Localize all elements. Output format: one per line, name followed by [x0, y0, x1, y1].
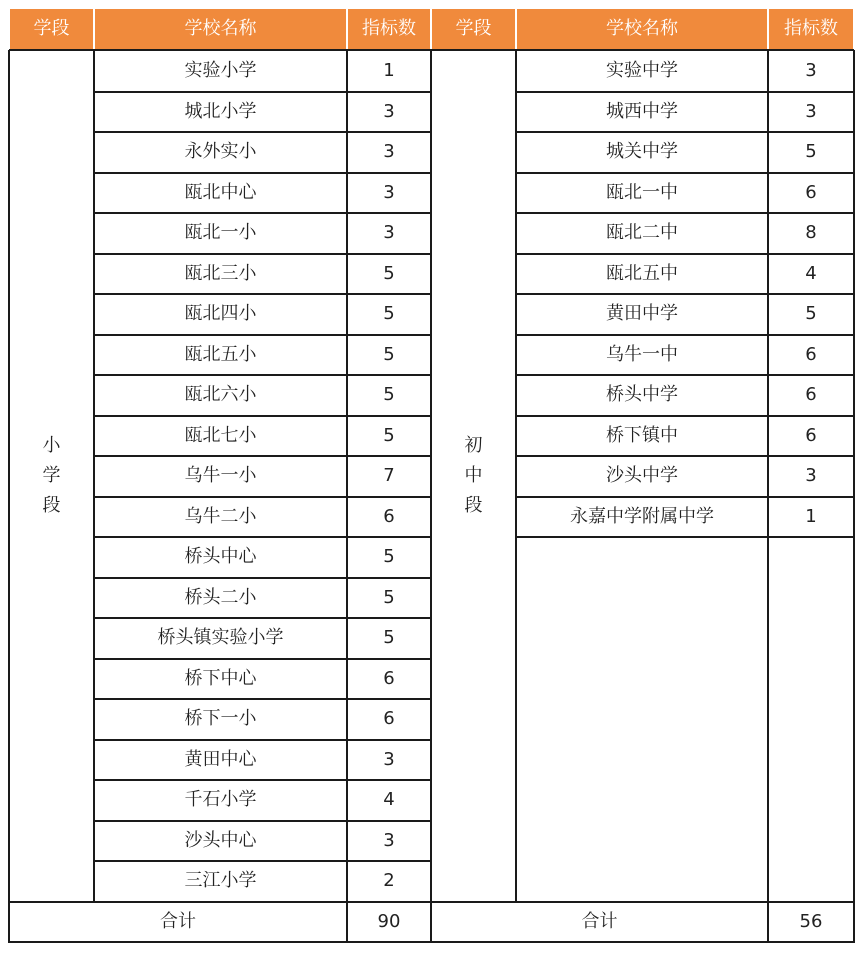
primary-quota-count: 7	[383, 465, 395, 487]
header-school-name: 学校名称	[95, 9, 346, 49]
primary-quota-count: 5	[383, 343, 395, 365]
grid-line	[93, 50, 95, 902]
primary-school-name: 瓯北三小	[184, 262, 257, 284]
primary-school-name: 桥头二小	[184, 586, 257, 608]
grid-line	[94, 577, 431, 579]
grid-line	[516, 374, 854, 376]
grid-line	[94, 739, 431, 741]
junior-school-name: 城关中学	[606, 141, 678, 163]
header-stage: 学段	[10, 9, 93, 49]
grid-line	[516, 212, 854, 214]
primary-quota-count: 3	[383, 141, 395, 163]
junior-quota-count: 8	[805, 222, 817, 244]
primary-school-name: 瓯北一小	[184, 222, 257, 244]
primary-quota-count: 5	[383, 303, 395, 325]
primary-stage-label: 小 学 段	[42, 435, 61, 517]
grid-line	[516, 455, 854, 457]
primary-school-name: 瓯北五小	[184, 343, 257, 365]
primary-quota-count: 6	[383, 505, 395, 527]
grid-line	[516, 415, 854, 417]
grid-line	[94, 172, 431, 174]
primary-quota-count: 3	[383, 829, 395, 851]
grid-line	[516, 91, 854, 93]
junior-quota-count: 6	[805, 181, 817, 203]
primary-total-label: 合计	[160, 910, 196, 932]
header-quota: 指标数	[769, 9, 853, 49]
junior-total-label: 合计	[581, 910, 618, 932]
junior-quota-count: 6	[805, 384, 817, 406]
grid-line	[94, 253, 431, 255]
primary-quota-count: 5	[383, 384, 395, 406]
grid-line	[94, 334, 431, 336]
header-quota: 指标数	[348, 9, 430, 49]
primary-school-name: 黄田中心	[184, 748, 257, 770]
junior-school-name: 瓯北一中	[606, 181, 678, 203]
grid-line	[516, 172, 854, 174]
primary-school-name: 桥头镇实验小学	[157, 627, 284, 649]
junior-quota-count: 1	[805, 505, 817, 527]
primary-school-name: 瓯北七小	[184, 424, 257, 446]
grid-line	[94, 374, 431, 376]
header-school-name: 学校名称	[517, 9, 767, 49]
header-stage: 学段	[432, 9, 515, 49]
grid-line	[94, 820, 431, 822]
primary-school-name: 城北小学	[184, 100, 257, 122]
grid-line	[94, 658, 431, 660]
junior-total-value: 56	[799, 910, 823, 932]
primary-school-name: 瓯北六小	[184, 384, 257, 406]
junior-quota-count: 5	[805, 141, 817, 163]
primary-quota-count: 6	[383, 667, 395, 689]
junior-quota-count: 5	[805, 303, 817, 325]
grid-line	[94, 212, 431, 214]
grid-line	[94, 860, 431, 862]
junior-quota-count: 3	[805, 465, 817, 487]
primary-quota-count: 5	[383, 424, 395, 446]
junior-stage-label: 初 中 段	[464, 435, 483, 517]
primary-quota-count: 3	[383, 100, 395, 122]
primary-school-name: 沙头中心	[184, 829, 257, 851]
primary-school-name: 瓯北四小	[184, 303, 257, 325]
junior-quota-count: 4	[805, 262, 817, 284]
primary-quota-count: 3	[383, 222, 395, 244]
primary-quota-count: 3	[383, 181, 395, 203]
junior-school-name: 桥头中学	[606, 384, 678, 406]
junior-school-name: 桥下镇中	[606, 424, 678, 446]
primary-school-name: 永外实小	[184, 141, 257, 163]
grid-line	[516, 334, 854, 336]
grid-line	[516, 536, 854, 538]
grid-line	[515, 50, 517, 902]
primary-quota-count: 6	[383, 708, 395, 730]
grid-line	[94, 455, 431, 457]
junior-school-name: 沙头中学	[606, 465, 678, 487]
junior-quota-count: 3	[805, 60, 817, 82]
grid-line	[8, 50, 10, 943]
junior-school-name: 城西中学	[606, 100, 678, 122]
primary-quota-count: 1	[383, 60, 395, 82]
primary-school-name: 瓯北中心	[184, 181, 257, 203]
junior-school-name: 乌牛一中	[606, 343, 678, 365]
junior-school-name: 瓯北二中	[606, 222, 678, 244]
grid-line	[94, 91, 431, 93]
junior-quota-count: 6	[805, 343, 817, 365]
junior-school-name: 实验中学	[606, 60, 678, 82]
primary-school-name: 桥头中心	[184, 546, 257, 568]
primary-quota-count: 4	[383, 789, 395, 811]
grid-line	[94, 415, 431, 417]
primary-total-value: 90	[377, 910, 401, 932]
junior-quota-count: 6	[805, 424, 817, 446]
primary-school-name: 乌牛一小	[184, 465, 257, 487]
grid-line	[516, 496, 854, 498]
grid-line	[94, 293, 431, 295]
primary-quota-count: 5	[383, 627, 395, 649]
grid-line	[94, 131, 431, 133]
grid-line	[94, 698, 431, 700]
primary-quota-count: 5	[383, 546, 395, 568]
grid-line	[516, 293, 854, 295]
primary-school-name: 乌牛二小	[184, 505, 257, 527]
primary-school-name: 千石小学	[184, 789, 257, 811]
primary-quota-count: 2	[383, 870, 395, 892]
grid-line	[94, 779, 431, 781]
grid-line	[94, 536, 431, 538]
junior-school-name: 黄田中学	[606, 303, 678, 325]
junior-quota-count: 3	[805, 100, 817, 122]
primary-school-name: 桥下一小	[184, 708, 257, 730]
primary-quota-count: 5	[383, 262, 395, 284]
primary-school-name: 实验小学	[184, 60, 257, 82]
primary-quota-count: 5	[383, 586, 395, 608]
junior-school-name: 永嘉中学附属中学	[570, 505, 714, 527]
junior-school-name: 瓯北五中	[606, 262, 678, 284]
grid-line	[94, 496, 431, 498]
primary-quota-count: 3	[383, 748, 395, 770]
primary-school-name: 桥下中心	[184, 667, 257, 689]
grid-line	[516, 131, 854, 133]
primary-school-name: 三江小学	[184, 870, 257, 892]
grid-line	[94, 617, 431, 619]
grid-line	[516, 253, 854, 255]
